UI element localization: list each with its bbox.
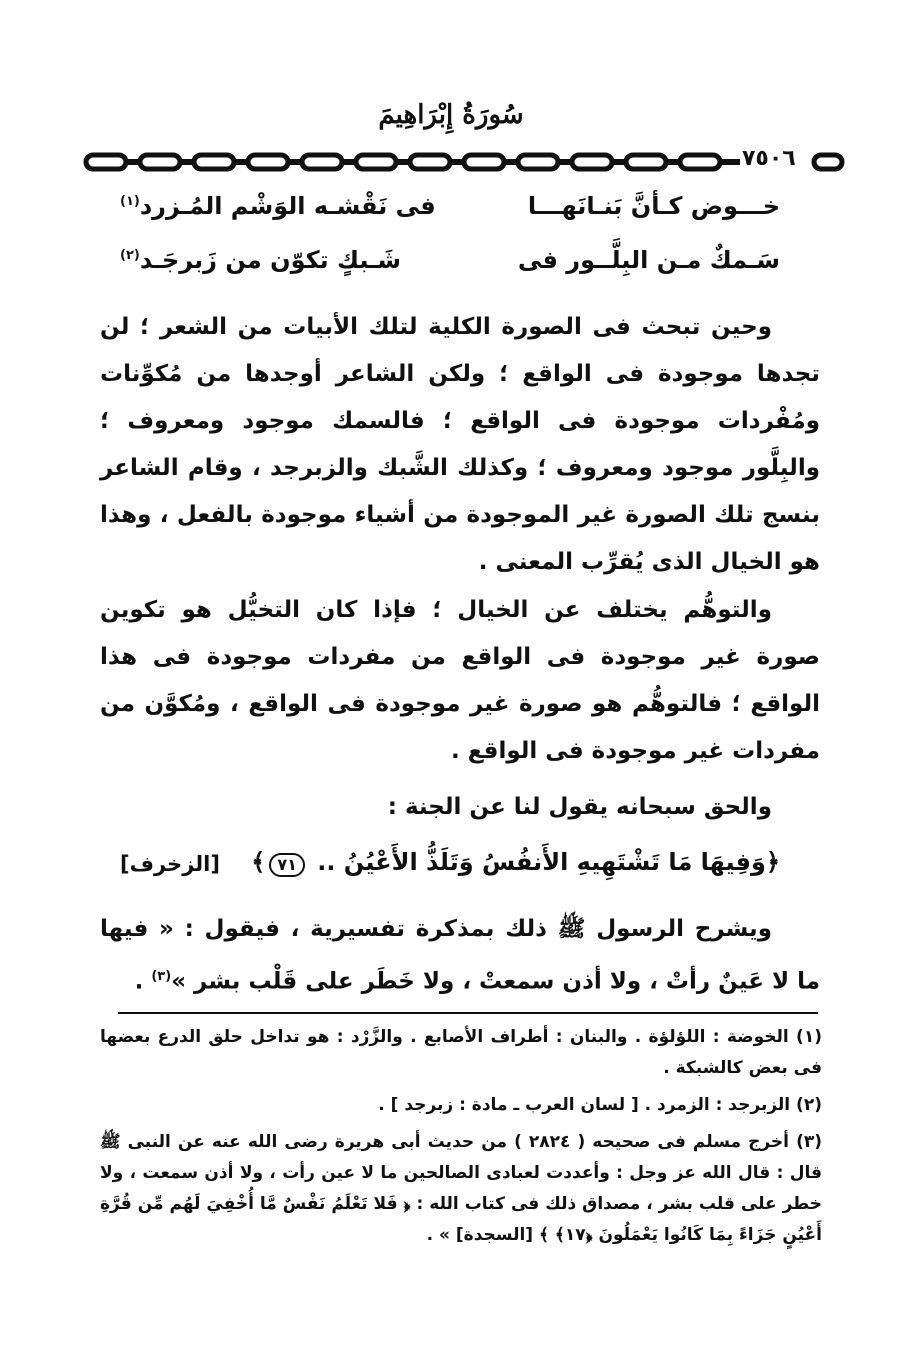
quran-verse — [251, 848, 780, 877]
poem-line-1-second-hemistich — [120, 192, 436, 220]
chain-end-ornament — [810, 150, 846, 174]
paragraph-hadith-end: . — [134, 968, 152, 995]
footnote-1 — [100, 1022, 822, 1084]
body-text-4 — [100, 906, 820, 1006]
verse-open-bracket: ﴿ — [765, 848, 780, 876]
footnote-2-text: الزبرجد : الزمرد . [ لسان العرب ـ مادة : زبرجد ] . — [378, 1095, 791, 1115]
footnote-3 — [100, 1127, 822, 1251]
paragraph-paradise-intro: والحق سبحانه يقول لنا عن الجنة : — [387, 794, 772, 820]
footnote-1-text: الخوضة : اللؤلؤة . والبنان : أطراف الأصابع . والزَّرْد : هو تداخل حلق الدرع بعضها فى بعض كالشبكة . — [100, 1027, 822, 1078]
footnote-ref-1: (١) — [120, 194, 140, 209]
footnote-ref-2: (٢) — [120, 248, 140, 263]
body-text-3 — [100, 784, 820, 831]
verse-text: وَفِيهَا مَا تَشْتَهِيهِ الأَنفُسُ وَتَلَذُّ الأَعْيُنُ .. — [317, 848, 766, 876]
footnote-ref-3: (٣) — [151, 969, 172, 984]
page-number: ٧٥٠٦ — [742, 146, 796, 171]
footnote-2 — [100, 1090, 822, 1121]
paragraph-hadith — [100, 906, 820, 1006]
poem-line-1-second-hemistich-text: فى نَقْشـه الوَشْم المُـزرد — [139, 192, 436, 220]
footnotes — [100, 1022, 822, 1257]
poem-line-1 — [120, 192, 780, 236]
footnote-separator — [118, 1012, 818, 1014]
footnote-3-text: أخرج مسلم فى صحيحه ( ٢٨٢٤ ) من حديث أبى هريرة رضى الله عنه عن النبى ﷺ قال : قال الله عز وجل : وأعددت لعبادى الصالحين ما لا عين رأت ، ولا أذن سمعت ، ولا خطر على قلب بشر ، مصداق ذلك فى كتاب الله : ﴿ فَلا تَعْلَمُ نَفْسٌ مَّا أُخْفِيَ لَهُم مِّن قُرَّةِ أَعْيُنٍ جَزَاءً بِمَا كَانُوا يَعْمَلُونَ ﴿١٧﴾ ﴾ [السجدة] » . — [100, 1132, 822, 1245]
surah-reference: [الزخرف] — [120, 852, 220, 876]
paragraph-illusion: والتوهُّم يختلف عن الخيال ؛ فإذا كان التخيُّل هو تكوين صورة غير موجودة فى الواقع من مفردات موجودة فى هذا الواقع ؛ فالتوهُّم هو صورة غير موجودة فى الواقع ، ومُكوَّن من مفردات غير موجودة فى الواقع . — [100, 597, 820, 764]
footnote-3-number: (٣) — [796, 1132, 823, 1152]
paragraph-hadith-text: ويشرح الرسول ﷺ ذلك بمذكرة تفسيرية ، فيقول : « فيها ما لا عَينٌ رأتْ ، ولا أذن سمعتْ ، ولا خَطَر على قَلْب بشر » — [100, 916, 820, 995]
ayah-number-badge: ٧١ — [269, 853, 305, 877]
poem-line-2-second-hemistich — [120, 246, 401, 274]
quran-verse-row — [120, 842, 780, 892]
paragraph-imagination: وحين تبحث فى الصورة الكلية لتلك الأبيات من الشعر ؛ لن تجدها موجودة فى الواقع ؛ ولكن الشاعر أوجدها من مُكوِّنات ومُفْردات موجودة فى الواقع ؛ فالسمك موجود ومعروف ؛ والبِلَّور موجود ومعروف ؛ وكذلك الشَّبك والزبرجد ، وقام الشاعر بنسج تلك الصورة غير الموجودة من أشياء موجودة بالفعل ، وهذا هو الخيال الذى يُقرِّب المعنى . — [100, 314, 820, 575]
footnote-2-number: (٢) — [796, 1095, 822, 1115]
verse-close-bracket: ﴾ — [251, 848, 266, 876]
surah-title: سُورَةُ إِبْرَاهِيمَ — [378, 100, 524, 130]
chain-border-ornament — [82, 150, 742, 174]
poem-line-1-first-hemistich: خـــوض كـأنَّ بَنـانَهـــا — [527, 192, 780, 220]
poem-line-2-first-hemistich: سَـمكٌ مـن البِلَّــور فى — [517, 246, 780, 274]
body-text — [100, 304, 820, 586]
body-text-2 — [100, 587, 820, 775]
poem-line-2 — [120, 246, 780, 290]
poem-line-2-second-hemistich-text: شَـبكٍ تكوّن من زَبرجَـد — [139, 246, 401, 274]
footnote-1-number: (١) — [796, 1027, 822, 1047]
